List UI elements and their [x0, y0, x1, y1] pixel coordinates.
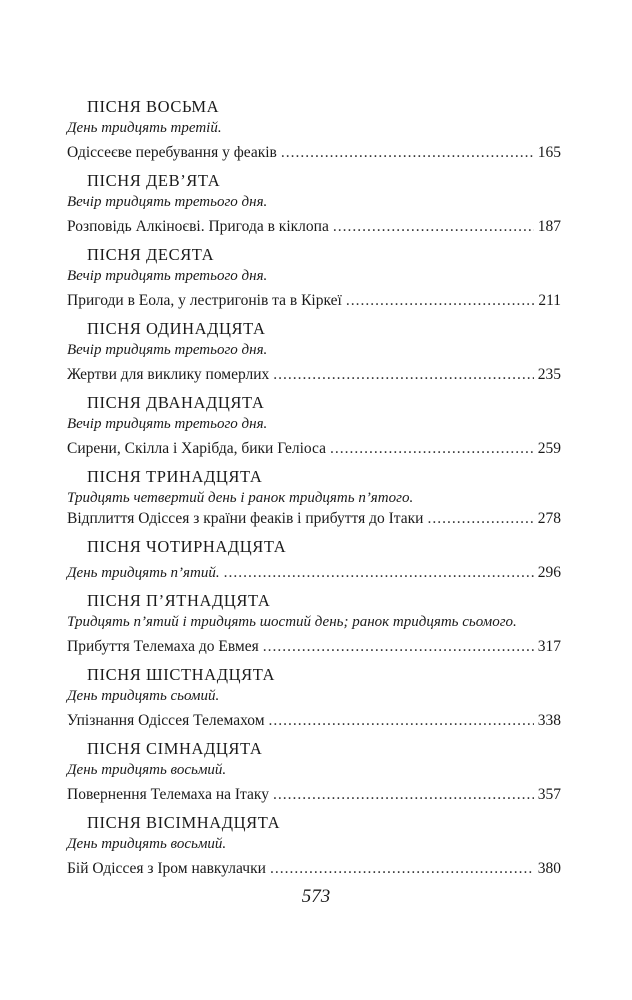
entry-title: Прибуття Телемаха до Евмея [67, 638, 259, 655]
song-title: ПІСНЯ ШІСТНАДЦЯТА [87, 665, 276, 684]
leader-dots [330, 438, 534, 459]
toc-entry [67, 636, 561, 657]
entry-title: Бій Одіссея з Іром навкулачки [67, 860, 266, 877]
entry-page: 338 [537, 712, 561, 729]
entry-title: Упізнання Одіссея Телемахом [67, 712, 265, 729]
song-title: ПІСНЯ ДЕСЯТА [87, 245, 215, 264]
toc-entry [67, 562, 561, 583]
leader-dots [270, 858, 534, 879]
song-day: Вечір тридцять третього дня. [67, 194, 268, 210]
entry-page: 278 [537, 510, 561, 527]
table-of-contents [67, 96, 561, 886]
toc-section [67, 664, 561, 731]
toc-section [67, 96, 561, 163]
toc-entry [67, 216, 561, 237]
entry-title: Одіссеєве перебування у феаків [67, 144, 277, 161]
entry-title: Жертви для виклику померлих [67, 366, 270, 383]
entry-page: 211 [538, 292, 561, 309]
leader-dots [427, 508, 533, 529]
entry-title: Сирени, Скілла і Харібда, бики Геліоса [67, 440, 326, 457]
song-title: ПІСНЯ ОДИНАДЦЯТА [87, 319, 266, 338]
song-title: ПІСНЯ СІМНАДЦЯТА [87, 739, 263, 758]
song-day: День тридцять третій. [67, 120, 222, 136]
toc-entry [67, 290, 561, 311]
toc-entry [67, 508, 561, 529]
toc-section [67, 812, 561, 879]
entry-title: Відплиття Одіссея з країни феаків і прибуття до Ітаки [67, 510, 424, 527]
entry-title: Розповідь Алкіноєві. Пригода в кіклопа [67, 218, 329, 235]
page-number: 573 [301, 886, 331, 907]
entry-page: 165 [537, 144, 561, 161]
song-title: ПІСНЯ ДЕВ’ЯТА [87, 171, 221, 190]
song-day: День тридцять восьмий. [67, 762, 227, 778]
entry-title: День тридцять п’ятий. [67, 565, 220, 581]
entry-page: 187 [537, 218, 561, 235]
leader-dots [269, 710, 534, 731]
song-day: Вечір тридцять третього дня. [67, 342, 268, 358]
entry-title: Пригоди в Еола, у лестригонів та в Кіркеї [67, 292, 342, 309]
toc-entry [67, 858, 561, 879]
leader-dots [273, 364, 533, 385]
entry-page: 317 [537, 638, 561, 655]
leader-dots [346, 290, 535, 311]
leader-dots [281, 142, 534, 163]
toc-section [67, 466, 561, 529]
song-day: Тридцять п’ятий і тридцять шостий день; ранок тридцять сьомого. [67, 614, 517, 630]
leader-dots [333, 216, 534, 237]
toc-entry [67, 364, 561, 385]
toc-section [67, 392, 561, 459]
song-day: День тридцять восьмий. [67, 836, 227, 852]
toc-section [67, 318, 561, 385]
song-day: Тридцять четвертий день і ранок тридцять п’ятого. [67, 490, 414, 506]
toc-entry [67, 784, 561, 805]
entry-page: 380 [537, 860, 561, 877]
leader-dots [224, 562, 534, 583]
song-title: ПІСНЯ ВОСЬМА [87, 97, 220, 116]
entry-page: 235 [537, 366, 561, 383]
song-title: ПІСНЯ ТРИНАДЦЯТА [87, 467, 263, 486]
toc-section [67, 170, 561, 237]
toc-entry [67, 142, 561, 163]
entry-page: 296 [537, 564, 561, 581]
toc-section [67, 244, 561, 311]
leader-dots [273, 784, 534, 805]
song-title: ПІСНЯ ЧОТИРНАДЦЯТА [87, 537, 287, 556]
entry-title: Повернення Телемаха на Ітаку [67, 786, 269, 803]
song-day: День тридцять сьомий. [67, 688, 220, 704]
toc-entry [67, 438, 561, 459]
toc-section [67, 738, 561, 805]
toc-section [67, 590, 561, 657]
song-title: ПІСНЯ ВІСІМНАДЦЯТА [87, 813, 281, 832]
song-title: ПІСНЯ П’ЯТНАДЦЯТА [87, 591, 271, 610]
entry-page: 259 [537, 440, 561, 457]
entry-page: 357 [537, 786, 561, 803]
toc-section [67, 536, 561, 583]
song-title: ПІСНЯ ДВАНАДЦЯТА [87, 393, 265, 412]
song-day: Вечір тридцять третього дня. [67, 416, 268, 432]
song-day: Вечір тридцять третього дня. [67, 268, 268, 284]
leader-dots [263, 636, 534, 657]
toc-entry [67, 710, 561, 731]
